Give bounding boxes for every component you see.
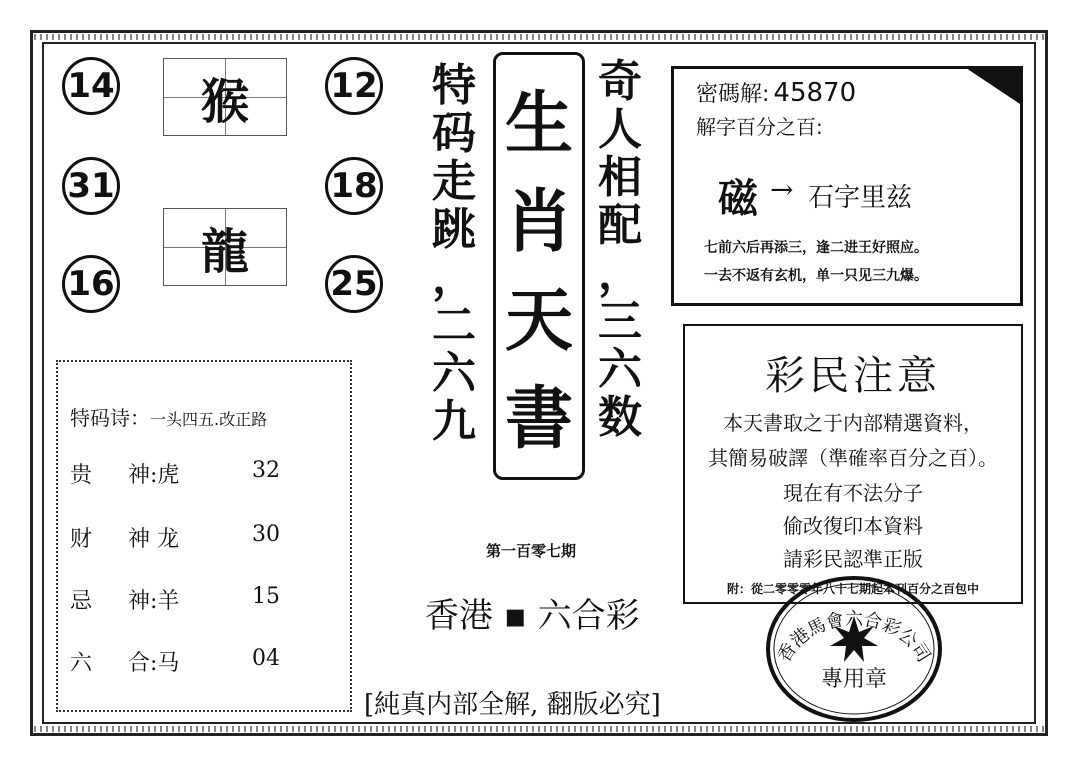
notice-line-3: 現在有不法分子 [783,481,923,505]
special-code-column: 特 码 走 跳 ， 二 六 九 [432,60,476,447]
bottom-frieze [34,726,1044,732]
right-number-3: 25 [325,255,383,313]
odd-match-column: 奇 人 相 配 ， 三 六 数 [598,56,642,443]
poem-row-1: 贵 神:虎 32 [70,458,280,488]
company-stamp [764,574,944,724]
zodiac-char: 猴 [200,73,249,130]
poem-row-4: 六 合:马 04 [70,646,280,676]
corner-triangle [963,66,1023,106]
zodiac-box-dragon [163,208,287,286]
verse-2: 一去不返有玄机，单一只见三九爆。 [704,268,928,284]
poem-row-2: 财 神 龙 30 [70,522,280,552]
stamp-ring-text: 香港馬會六合彩公司 [773,608,935,667]
notice-line-1: 本天書取之于内部精選資料， [723,411,983,435]
key-explanation: 石字里兹 [808,183,913,213]
left-number-1: 14 [62,57,120,115]
main-title: 生 肖 天 書 [493,52,585,480]
stamp-center-text: 專用章 [820,667,888,692]
top-frieze [34,34,1044,40]
poem-row-3: 忌 神:羊 15 [70,584,280,614]
right-number-2: 18 [325,157,383,215]
verse-1: 七前六后再添三，逢二进王好照应。 [704,240,928,256]
zodiac-char: 龍 [200,223,249,280]
key-arrow: → [770,173,794,206]
code-box [671,66,1023,306]
notice-line-2: 其簡易破譯（準確率百分之百）。 [708,446,998,470]
zodiac-box-monkey [163,58,287,136]
notice-line-4: 偷改復印本資料 [783,514,923,538]
decode-subtitle: 解字百分之百: [696,115,823,139]
notice-title: 彩民注意 [765,353,941,399]
notice-line-5: 請彩民認準正版 [783,547,923,571]
left-number-2: 31 [62,157,120,215]
footer-slogan: [純真内部全解, 翻版必究] [364,690,661,720]
right-number-1: 12 [325,57,383,115]
key-char: 磁 [718,175,758,222]
password-line: 密碼解: 45870 [696,78,857,108]
brand-name: 香港 ▪ 六合彩 [425,596,640,636]
notice-box [683,324,1023,604]
left-number-3: 16 [62,255,120,313]
issue-number: 第一百零七期 [486,542,577,560]
stamp-seal [764,574,944,724]
poem-header: 特码诗：一头四五.改正路 [70,406,268,430]
notice-footnote: 附：從二零零零年八十七期起本刊百分之百包中 [726,582,979,596]
